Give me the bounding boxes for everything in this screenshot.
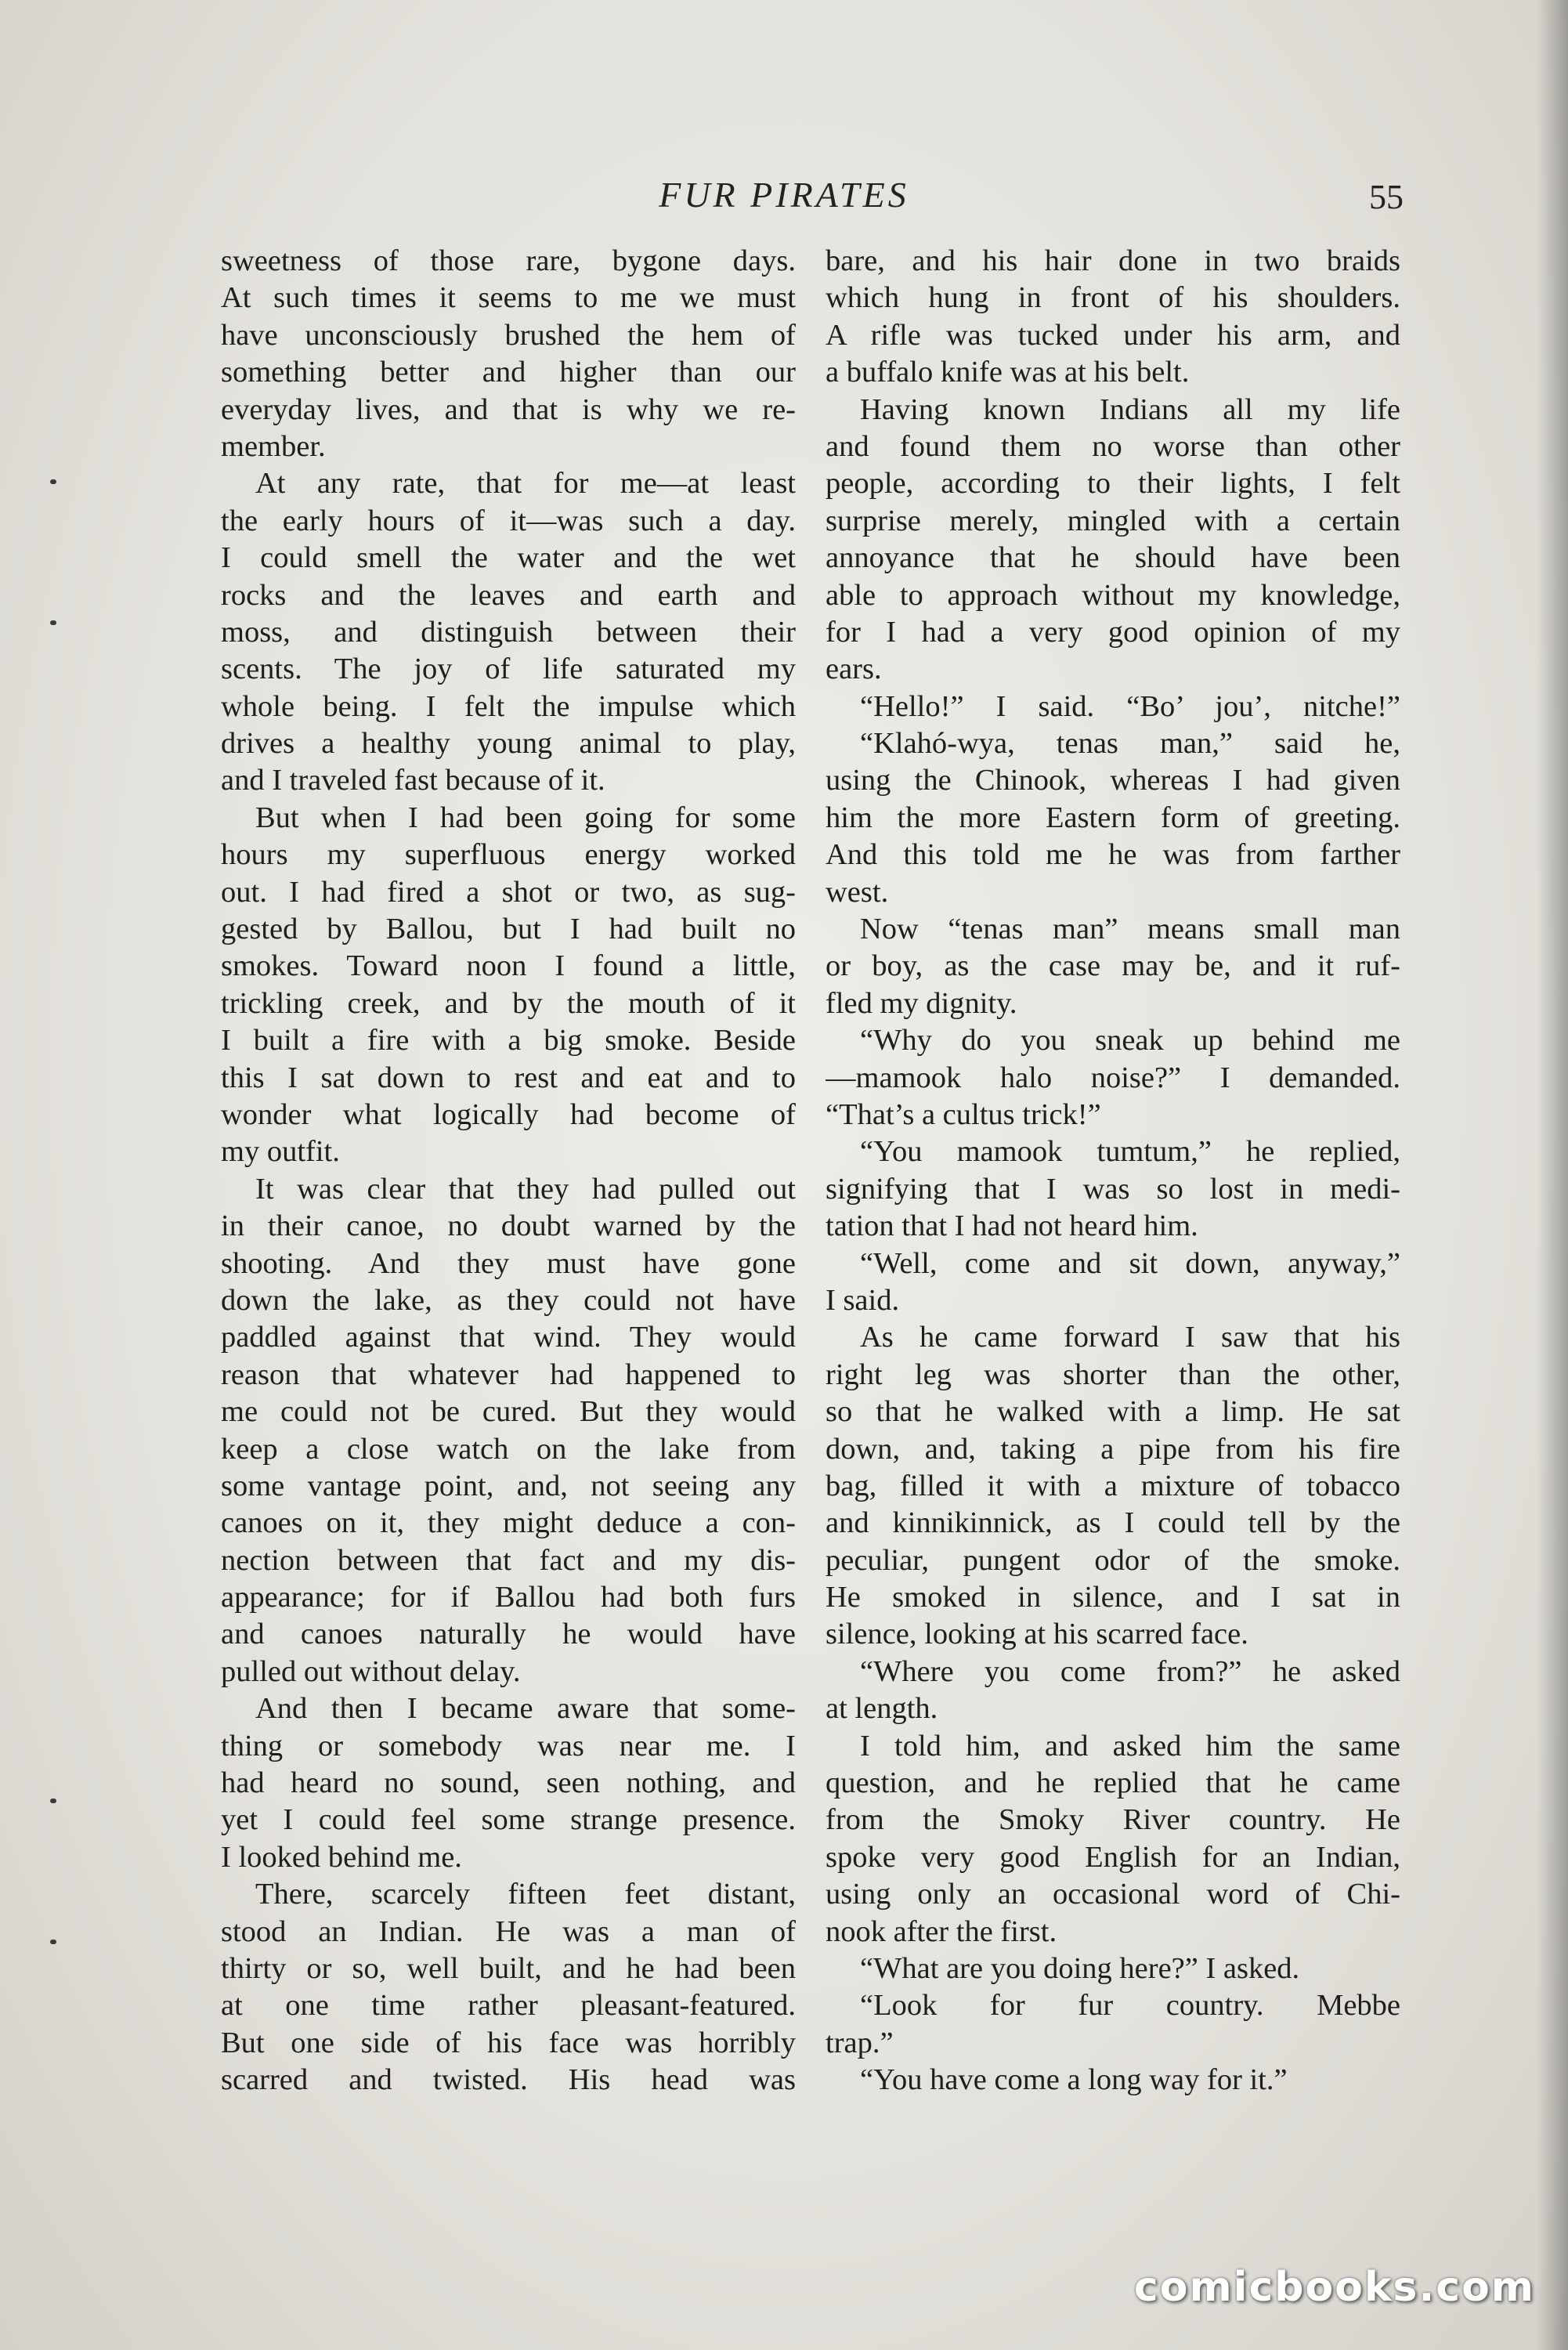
text-line: and canoes naturally he would have: [221, 1618, 796, 1651]
text-line: hours my superfluous energy worked: [221, 838, 796, 872]
text-line: west.: [826, 875, 889, 909]
text-line: sweetness of those rare, bygone days.: [221, 244, 796, 277]
text-line: “Look for fur country. Mebbe: [860, 1989, 1400, 2023]
text-line: As he came forward I saw that his: [860, 1321, 1400, 1354]
text-line: using the Chinook, whereas I had given: [826, 764, 1400, 797]
text-line: stood an Indian. He was a man of: [221, 1914, 796, 1948]
text-line: “Klahó-wya, tenas man,” said he,: [860, 727, 1400, 761]
text-line: nook after the first.: [826, 1914, 1057, 1948]
binder-hole-mark: [50, 620, 56, 625]
text-line: “You mamook tumtum,” he replied,: [860, 1135, 1400, 1169]
text-line: which hung in front of his shoulders.: [826, 281, 1400, 315]
text-line: Having known Indians all my life: [860, 392, 1400, 426]
page-edge-shadow: [1537, 0, 1568, 2350]
text-line: and kinnikinnick, as I could tell by the: [826, 1506, 1400, 1540]
text-line: silence, looking at his scarred face.: [826, 1618, 1248, 1651]
text-line: surprise merely, mingled with a certain: [826, 504, 1400, 537]
text-line: It was clear that they had pulled out: [255, 1172, 796, 1206]
text-line: gested by Ballou, but I had built no: [221, 913, 796, 946]
text-line: At such times it seems to me we must: [221, 281, 796, 315]
text-line: me could not be cured. But they would: [221, 1395, 796, 1429]
text-line: drives a healthy young animal to play,: [221, 727, 796, 761]
text-line: “What are you doing here?” I asked.: [860, 1951, 1300, 1985]
text-line: smokes. Toward noon I found a little,: [221, 949, 796, 983]
text-line: shooting. And they must have gone: [221, 1246, 796, 1280]
text-line: trap.”: [826, 2026, 894, 2059]
text-line: have unconsciously brushed the hem of: [221, 318, 796, 352]
text-line: I said.: [826, 1283, 900, 1317]
text-line: keep a close watch on the lake from: [221, 1432, 796, 1466]
text-line: —mamook halo noise?” I demanded.: [826, 1061, 1400, 1094]
text-line: down, and, taking a pipe from his fire: [826, 1432, 1400, 1466]
text-line: peculiar, pungent odor of the smoke.: [826, 1543, 1400, 1577]
text-line: this I sat down to rest and eat and to: [221, 1061, 796, 1094]
text-line: A rifle was tucked under his arm, and: [826, 318, 1400, 352]
text-line: I looked behind me.: [221, 1840, 462, 1874]
text-line: something better and higher than our: [221, 356, 796, 389]
text-line: some vantage point, and, not seeing any: [221, 1469, 796, 1502]
text-line: a buffalo knife was at his belt.: [826, 356, 1190, 389]
text-line: wonder what logically had become of: [221, 1097, 796, 1131]
text-line: scents. The joy of life saturated my: [221, 653, 796, 686]
text-line: at length.: [826, 1692, 938, 1726]
text-line: at one time rather pleasant-featured.: [221, 1989, 796, 2023]
text-line: “That’s a cultus trick!”: [826, 1097, 1101, 1131]
text-line: so that he walked with a limp. He sat: [826, 1395, 1400, 1429]
text-line: the early hours of it—was such a day.: [221, 504, 796, 537]
text-line: out. I had fired a shot or two, as sug-: [221, 875, 796, 909]
text-line: bag, filled it with a mixture of tobacco: [826, 1469, 1400, 1502]
text-line: signifying that I was so lost in medi-: [826, 1172, 1400, 1206]
text-line: fled my dignity.: [826, 986, 1017, 1020]
text-line: yet I could feel some strange presence.: [221, 1803, 796, 1837]
text-line: pulled out without delay.: [221, 1654, 521, 1688]
text-line: thing or somebody was near me. I: [221, 1729, 796, 1762]
text-line: And then I became aware that some-: [255, 1692, 796, 1726]
text-line: my outfit.: [221, 1135, 340, 1169]
text-line: “Why do you sneak up behind me: [860, 1024, 1400, 1058]
text-line: I told him, and asked him the same: [860, 1729, 1400, 1762]
text-line: member.: [221, 429, 326, 463]
text-line: everyday lives, and that is why we re-: [221, 392, 796, 426]
text-line: and I traveled fast because of it.: [221, 764, 605, 797]
text-line: down the lake, as they could not have: [221, 1283, 796, 1317]
text-line: from the Smoky River country. He: [826, 1803, 1400, 1837]
text-line: reason that whatever had happened to: [221, 1358, 796, 1391]
binder-hole-mark: [50, 479, 56, 484]
text-line: paddled against that wind. They would: [221, 1321, 796, 1354]
text-line: nection between that fact and my dis-: [221, 1543, 796, 1577]
text-line: or boy, as the case may be, and it ruf-: [826, 949, 1400, 983]
text-line: whole being. I felt the impulse which: [221, 689, 796, 723]
text-line: “You have come a long way for it.”: [860, 2063, 1288, 2097]
text-line: I could smell the water and the wet: [221, 541, 796, 575]
text-line: spoke very good English for an Indian,: [826, 1840, 1400, 1874]
right-text-column: [826, 243, 1400, 2099]
text-line: annoyance that he should have been: [826, 541, 1400, 575]
text-line: ears.: [826, 653, 882, 686]
text-line: canoes on it, they might deduce a con-: [221, 1506, 796, 1540]
text-line: for I had a very good opinion of my: [826, 615, 1400, 649]
text-line: tation that I had not heard him.: [826, 1209, 1198, 1243]
text-line: Now “tenas man” means small man: [860, 913, 1400, 946]
text-line: scarred and twisted. His head was: [221, 2063, 796, 2097]
text-line: had heard no sound, seen nothing, and: [221, 1766, 796, 1800]
text-line: him the more Eastern form of greeting.: [826, 801, 1400, 834]
running-header-title: FUR PIRATES: [659, 175, 909, 215]
text-line: question, and he replied that he came: [826, 1766, 1400, 1800]
text-line: There, scarcely fifteen feet distant,: [255, 1878, 796, 1911]
left-text-column: [221, 243, 796, 2099]
text-line: people, according to their lights, I felt: [826, 467, 1400, 501]
text-line: in their canoe, no doubt warned by the: [221, 1209, 796, 1243]
text-line: moss, and distinguish between their: [221, 615, 796, 649]
text-line: bare, and his hair done in two braids: [826, 244, 1400, 277]
binder-hole-mark: [50, 1799, 56, 1803]
text-line: “Where you come from?” he asked: [860, 1654, 1400, 1688]
binder-hole-mark: [50, 1940, 56, 1944]
text-line: and found them no worse than other: [826, 429, 1400, 463]
text-line: able to approach without my knowledge,: [826, 578, 1400, 612]
text-line: And this told me he was from farther: [826, 838, 1400, 872]
text-line: But one side of his face was horribly: [221, 2026, 796, 2059]
text-line: using only an occasional word of Chi-: [826, 1878, 1400, 1911]
site-watermark: comicbooks.com: [1133, 2264, 1535, 2311]
text-line: He smoked in silence, and I sat in: [826, 1581, 1400, 1614]
text-line: But when I had been going for some: [255, 801, 796, 834]
text-line: right leg was shorter than the other,: [826, 1358, 1400, 1391]
page-number: 55: [1369, 178, 1404, 216]
text-line: thirty or so, well built, and he had been: [221, 1951, 796, 1985]
text-line: rocks and the leaves and earth and: [221, 578, 796, 612]
text-line: At any rate, that for me—at least: [255, 467, 796, 501]
text-line: “Well, come and sit down, anyway,”: [860, 1246, 1400, 1280]
text-line: I built a fire with a big smoke. Beside: [221, 1024, 796, 1058]
text-line: appearance; for if Ballou had both furs: [221, 1581, 796, 1614]
text-line: “Hello!” I said. “Bo’ jou’, nitche!”: [860, 689, 1400, 723]
text-line: trickling creek, and by the mouth of it: [221, 986, 796, 1020]
